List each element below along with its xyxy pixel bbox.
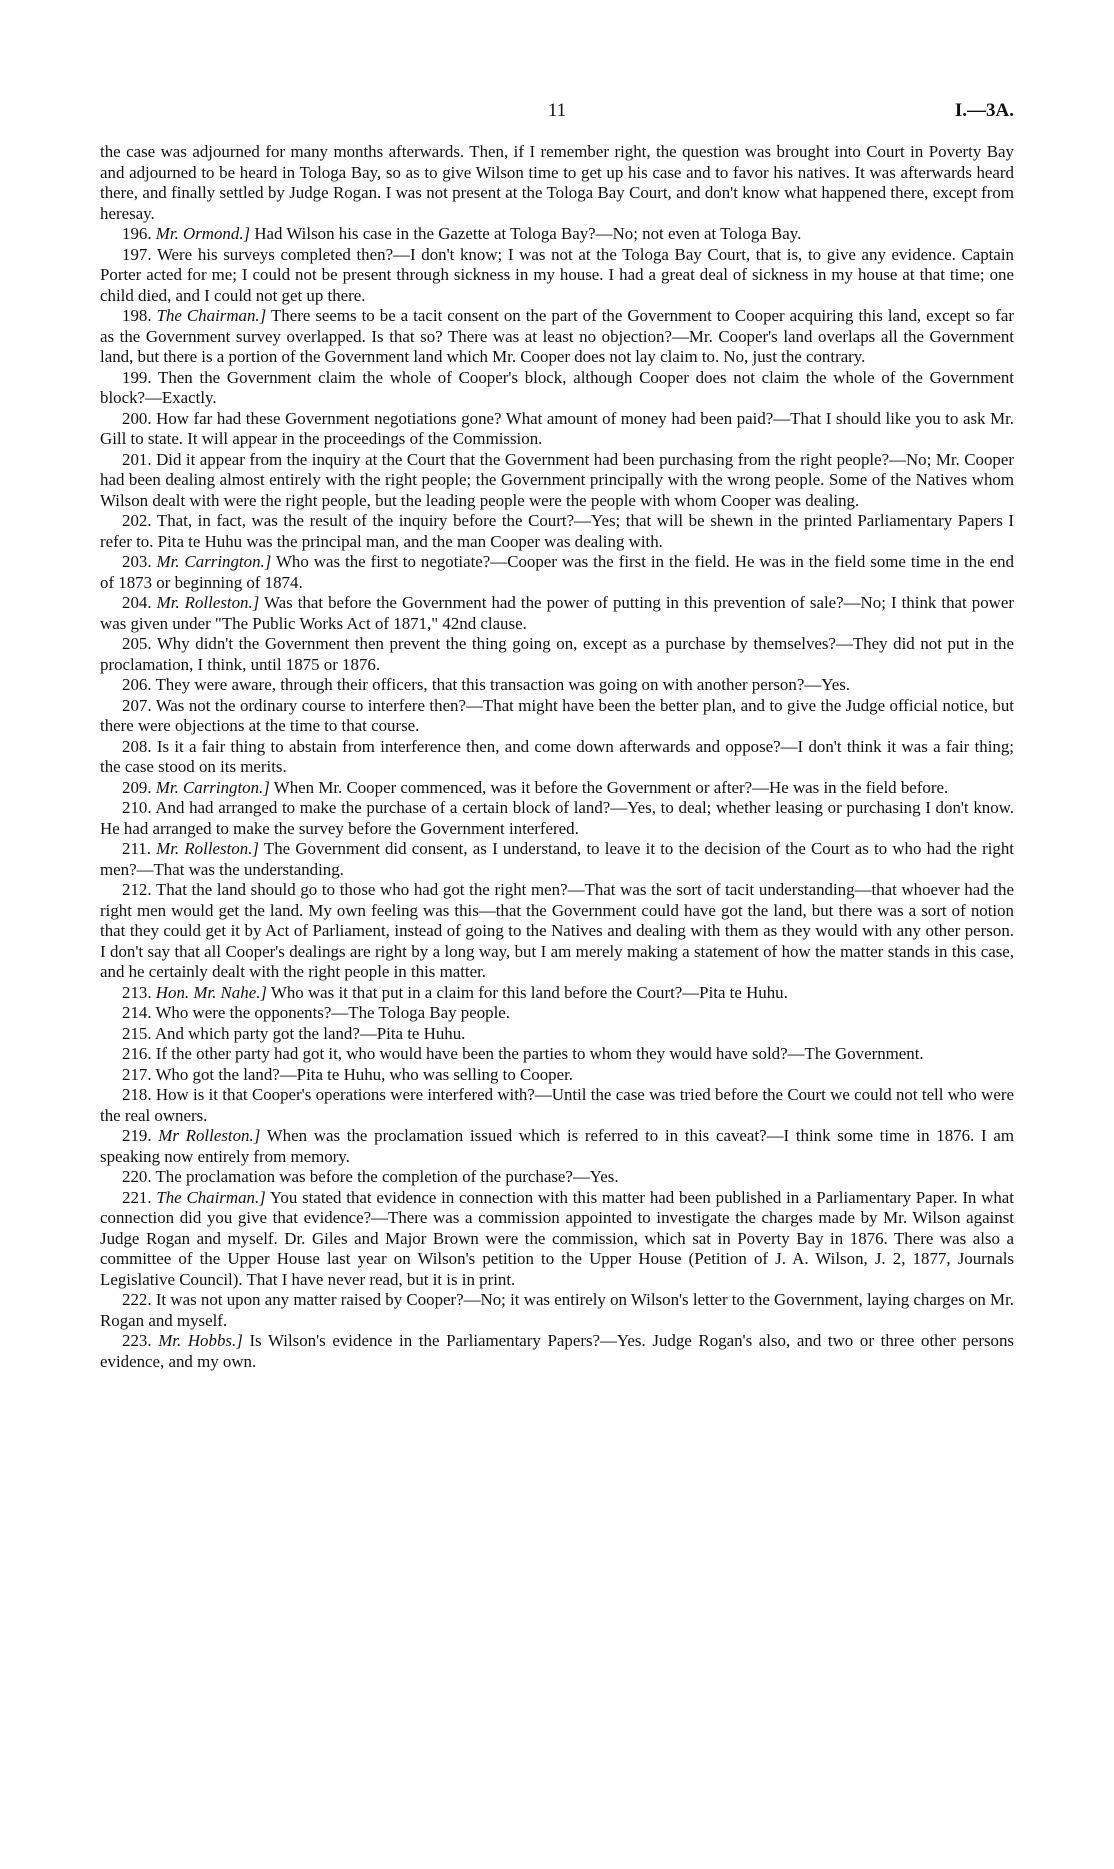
- evidence-paragraph: [100, 409, 1014, 450]
- question-number: 215.: [122, 1023, 152, 1043]
- evidence-paragraph: [100, 798, 1014, 839]
- question-number: 209.: [122, 777, 152, 797]
- speaker-name: Mr. Rolleston.]: [156, 593, 260, 612]
- question-number: 214.: [122, 1003, 152, 1022]
- evidence-paragraph: [100, 368, 1014, 409]
- evidence-paragraph: [100, 880, 1014, 983]
- question-number: 197.: [122, 244, 152, 264]
- evidence-paragraph: [100, 450, 1014, 512]
- question-answer-text: Was that before the Government had the power of putting in this prevention of sale?—No; I think that power was given under "The Public Works Act of 1871," 42nd clause.: [100, 593, 1014, 633]
- question-answer-text: Is it a fair thing to abstain from interference then, and come down afterwards and oppose?—I don't think it was a fair thing; the case stood on its merits.: [100, 736, 1014, 776]
- evidence-paragraph: [100, 839, 1014, 880]
- speaker-name: Mr. Carrington.]: [156, 552, 272, 571]
- question-answer-text: How is it that Cooper's operations were interfered with?—Until the case was tried before the Court we could not tell who were the real owners.: [100, 1085, 1014, 1125]
- speaker-name: Mr. Ormond.]: [155, 224, 251, 243]
- question-number: 211.: [122, 839, 151, 858]
- question-number: 218.: [122, 1085, 152, 1104]
- question-answer-text: Who were the opponents?—The Tologa Bay people.: [155, 1003, 510, 1022]
- question-answer-text: There seems to be a tacit consent on the part of the Government to Cooper acquiring this land, except so far as the Government survey overlapped. Is that so? There was at least no objection?—Mr. Cooper's land overlaps all the Government land, but there is a portion of the Government land which Mr. Cooper does not lay claim to. No, just the contrary.: [100, 306, 1015, 366]
- question-answer-text: Were his surveys completed then?—I don't know; I was not at the Tologa Bay Court, that is, to give any evidence. Captain Porter acted for me; I could not be present through sickness in my house. I had a great deal of sickness in my house at that time; one child died, and I could not get up there.: [100, 244, 1015, 305]
- speaker-name: Mr. Carrington.]: [155, 777, 270, 797]
- question-number: 212.: [122, 880, 152, 899]
- question-answer-text: Is Wilson's evidence in the Parliamentary Papers?—Yes. Judge Rogan's also, and two or three other persons evidence, and my own.: [100, 1331, 1014, 1371]
- question-number: 196.: [122, 224, 152, 243]
- question-number: 222.: [122, 1290, 152, 1309]
- question-number: 201.: [122, 449, 152, 469]
- question-answer-text: Then the Government claim the whole of Cooper's block, although Cooper does not claim the whole of the Government block?—Exactly.: [100, 367, 1015, 407]
- question-answer-text: That the land should go to those who had got the right men?—That was the sort of tacit understanding—that whoever had the right men would get the land. My own feeling was this—that the Government could have got the land, but there was a sort of notion that they could get it by Act of Parliament, instead of going to the Natives and dealing with them as they would with any other person. I don't say that all Cooper's dealings are right by a long way, but I am merely making a statement of how the matter stands in this case, and he certainly dealt with the right people in this matter.: [100, 880, 1014, 981]
- question-answer-text: Who got the land?—Pita te Huhu, who was selling to Cooper.: [155, 1064, 573, 1084]
- evidence-paragraph: [100, 675, 1014, 696]
- question-answer-text: They were aware, through their officers, that this transaction was going on with another person?—Yes.: [155, 675, 851, 694]
- evidence-paragraph: [100, 1290, 1014, 1331]
- question-answer-text: Why didn't the Government then prevent the thing going on, except as a purchase by themselves?—They did not put in the proclamation, I think, until 1875 or 1876.: [100, 634, 1014, 674]
- question-answer-text: And had arranged to make the purchase of a certain block of land?—Yes, to deal; whether leasing or purchasing I don't know. He had arranged to make the survey before the Government interfered.: [100, 798, 1014, 838]
- evidence-paragraph: [100, 593, 1014, 634]
- question-answer-text: Who was it that put in a claim for this land before the Court?—Pita te Huhu.: [270, 982, 788, 1002]
- page-header: [100, 100, 1014, 124]
- evidence-paragraph: [100, 778, 1014, 799]
- evidence-paragraph: [100, 696, 1014, 737]
- question-answer-text: The Government did consent, as I understand, to leave it to the decision of the Court as to who had the right men?—That was the understanding.: [100, 839, 1014, 879]
- question-answer-text: How far had these Government negotiations gone? What amount of money had been paid?—That I should like you to ask Mr. Gill to state. It will appear in the proceedings of the Commission.: [100, 408, 1015, 448]
- question-number: 208.: [122, 736, 152, 756]
- question-number: 199.: [122, 367, 152, 387]
- question-number: 205.: [122, 634, 152, 653]
- speaker-name: Mr Rolleston.]: [158, 1126, 261, 1145]
- evidence-paragraph: [100, 245, 1014, 307]
- question-answer-text: If the other party had got it, who would have been the parties to whom they would have sold?—The Government.: [155, 1044, 924, 1063]
- evidence-paragraph: [100, 1167, 1014, 1188]
- question-number: 213.: [122, 982, 152, 1002]
- question-answer-text: You stated that evidence in connection with this matter had been published in a Parliamentary Paper. In what connection did you give that evidence?—There was a commission appointed to investigate the charges made by Mr. Wilson against Judge Rogan and myself. Dr. Giles and Major Brown were the commission, which sat in Poverty Bay in 1876. There was also a committee of the Upper House last year on Wilson's petition to the Upper House (Petition of J. A. Wilson, J. 2, 1877, Journals Legislative Council). That I have never read, but it is in print.: [100, 1187, 1014, 1289]
- question-answer-text: When was the proclamation issued which is referred to in this caveat?—I think some time in 1876. I am speaking now entirely from memory.: [100, 1126, 1014, 1166]
- speaker-name: Mr. Rolleston.]: [156, 839, 259, 858]
- question-number: 202.: [122, 511, 152, 530]
- evidence-paragraph: [100, 1331, 1014, 1372]
- question-number: 221.: [122, 1187, 152, 1207]
- evidence-paragraph: [100, 1126, 1014, 1167]
- question-answer-text: Was not the ordinary course to interfere then?—That might have been the better plan, and to give the Judge official notice, but there were objections at the time to that course.: [100, 695, 1014, 735]
- speaker-name: Hon. Mr. Nahe.]: [155, 982, 267, 1002]
- question-answer-text: That, in fact, was the result of the inquiry before the Court?—Yes; that will be shewn in the printed Parliamentary Papers I refer to. Pita te Huhu was the principal man, and the man Cooper was dealing with.: [100, 511, 1015, 551]
- evidence-paragraph: [100, 737, 1014, 778]
- speaker-name: The Chairman.]: [156, 306, 267, 325]
- question-number: 204.: [122, 593, 152, 612]
- evidence-paragraph: [100, 224, 1014, 245]
- page-number: 11: [547, 100, 567, 121]
- question-answer-text: When Mr. Cooper commenced, was it before the Government or after?—He was in the field before.: [273, 777, 949, 797]
- speaker-name: The Chairman.]: [156, 1187, 266, 1207]
- question-number: 200.: [122, 408, 152, 428]
- evidence-paragraph: [100, 1044, 1014, 1065]
- question-number: 220.: [122, 1167, 152, 1186]
- question-number: 198.: [122, 306, 152, 325]
- evidence-paragraph: [100, 306, 1014, 368]
- evidence-paragraph: [100, 1003, 1014, 1024]
- question-answer-text: And which party got the land?—Pita te Huhu.: [154, 1023, 466, 1043]
- evidence-paragraph: [100, 511, 1014, 552]
- question-answer-text: Who was the first to negotiate?—Cooper was the first in the field. He was in the field some time in the end of 1873 or beginning of 1874.: [100, 552, 1014, 592]
- evidence-paragraph: [100, 983, 1014, 1004]
- question-number: 207.: [122, 695, 152, 715]
- question-number: 210.: [122, 798, 152, 817]
- evidence-paragraph: [100, 1065, 1014, 1086]
- question-number: 219.: [122, 1126, 152, 1145]
- continuation-paragraph: the case was adjourned for many months afterwards. Then, if I remember right, the question was brought into Court in Poverty Bay and adjourned to be heard in Tologa Bay, so as to give Wilson time to get up his case and to favor his natives. It was afterwards heard there, and finally settled by Judge Rogan. I was not present at the Tologa Bay Court, and don't know what happened there, except from heresay.: [100, 142, 1014, 223]
- evidence-paragraph: [100, 1188, 1014, 1291]
- question-number: 217.: [122, 1064, 152, 1084]
- question-number: 203.: [122, 552, 152, 571]
- question-answer-text: Had Wilson his case in the Gazette at Tologa Bay?—No; not even at Tologa Bay.: [254, 224, 802, 243]
- evidence-paragraph: [100, 634, 1014, 675]
- question-answer-text: The proclamation was before the completion of the purchase?—Yes.: [155, 1167, 619, 1186]
- body-text: [100, 142, 1014, 1372]
- evidence-paragraph: [100, 552, 1014, 593]
- question-number: 206.: [122, 675, 152, 694]
- document-reference: I.—3A.: [954, 100, 1014, 121]
- question-answer-text: Did it appear from the inquiry at the Court that the Government had been purchasing from the right people?—No; Mr. Cooper had been dealing almost entirely with the right people; the Government principally with the wrong people. Some of the Natives whom Wilson dealt with were the right people, but the leading people were the people with whom Cooper was dealing.: [100, 449, 1014, 510]
- question-number: 216.: [122, 1044, 152, 1063]
- question-answer-text: It was not upon any matter raised by Cooper?—No; it was entirely on Wilson's letter to the Government, laying charges on Mr. Rogan and myself.: [100, 1290, 1014, 1330]
- speaker-name: Mr. Hobbs.]: [158, 1331, 243, 1350]
- question-number: 223.: [122, 1331, 152, 1350]
- evidence-paragraph: [100, 1024, 1014, 1045]
- evidence-paragraph: [100, 1085, 1014, 1126]
